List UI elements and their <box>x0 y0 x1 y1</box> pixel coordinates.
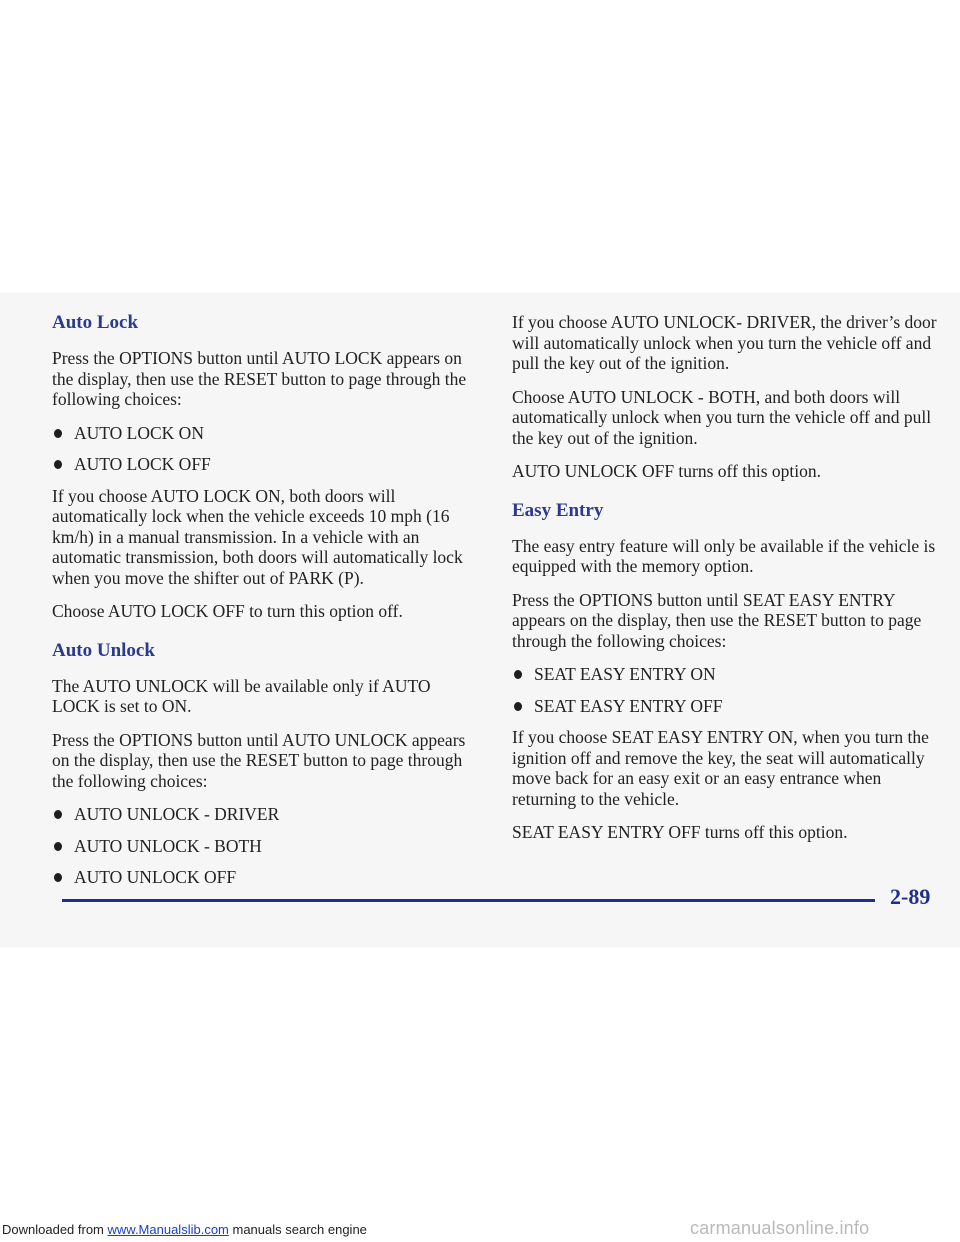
watermark: carmanualsonline.info <box>690 1218 870 1238</box>
list-item <box>512 664 942 685</box>
right-column <box>512 312 942 856</box>
bullet-icon <box>54 429 62 438</box>
download-footer <box>2 1222 367 1237</box>
manualslib-link[interactable]: www.Manualslib.com <box>107 1222 229 1237</box>
list-item <box>52 867 482 888</box>
footer-suffix: manuals search engine <box>228 1222 367 1237</box>
easy-entry-on-description: If you choose SEAT EASY ENTRY ON, when you turn the ignition off and remove the key, the seat will automatically move back for an easy exit or an easy entrance when returning to the vehicle. <box>512 727 929 809</box>
auto-unlock-off-description: AUTO UNLOCK OFF turns off this option. <box>512 461 822 481</box>
auto-lock-off-description: Choose AUTO LOCK OFF to turn this option off. <box>52 601 403 621</box>
heading-easy-entry: Easy Entry <box>512 499 604 521</box>
bullet-icon <box>514 670 522 679</box>
list-item-label: AUTO UNLOCK - BOTH <box>74 835 262 856</box>
bullet-icon <box>514 702 522 711</box>
list-item <box>512 696 942 717</box>
auto-unlock-driver-description: If you choose AUTO UNLOCK- DRIVER, the driver’s door will automatically unlock when you turn the vehicle off and pull the key out of the ignition. <box>512 312 937 373</box>
bullet-icon <box>54 842 62 851</box>
auto-lock-on-description: If you choose AUTO LOCK ON, both doors will automatically lock when the vehicle exceeds 10 mph (16 km/h) in a manual transmission. In a vehicle with an automatic transmission, both doors will automatically lock when you move the shifter out of PARK (P). <box>52 485 463 588</box>
list-item <box>52 804 482 825</box>
easy-entry-intro: Press the OPTIONS button until SEAT EASY ENTRY appears on the display, then use the RESET button to page through the following choices: <box>512 589 922 651</box>
list-item <box>52 423 482 444</box>
auto-unlock-intro: Press the OPTIONS button until AUTO UNLOCK appears on the display, then use the RESET button to page through the following choices: <box>52 729 466 791</box>
list-item-label: AUTO UNLOCK - DRIVER <box>74 804 280 824</box>
left-column <box>52 312 482 899</box>
footer-rule <box>62 899 875 902</box>
heading-auto-unlock: Auto Unlock <box>52 639 155 661</box>
bullet-icon <box>54 810 62 819</box>
easy-entry-off-description: SEAT EASY ENTRY OFF turns off this option. <box>512 822 848 842</box>
list-item-label: SEAT EASY ENTRY OFF <box>534 695 723 716</box>
list-item <box>52 454 482 475</box>
auto-lock-intro: Press the OPTIONS button until AUTO LOCK appears on the display, then use the RESET button to page through the following choices: <box>52 348 467 409</box>
list-item-label: AUTO LOCK ON <box>74 422 204 443</box>
auto-unlock-availability: The AUTO UNLOCK will be available only if AUTO LOCK is set to ON. <box>52 675 431 716</box>
list-item-label: SEAT EASY ENTRY ON <box>534 664 716 684</box>
auto-unlock-both-description: Choose AUTO UNLOCK - BOTH, and both doors will automatically unlock when you turn the vehicle off and pull the key out of the ignition. <box>512 386 932 448</box>
easy-entry-availability: The easy entry feature will only be available if the vehicle is equipped with the memory option. <box>512 535 936 576</box>
bullet-icon <box>54 460 62 469</box>
bullet-icon <box>54 873 62 882</box>
list-item <box>52 836 482 857</box>
footer-prefix: Downloaded from <box>2 1222 108 1237</box>
list-item-label: AUTO LOCK OFF <box>74 454 211 474</box>
heading-auto-lock: Auto Lock <box>52 312 139 333</box>
page-number: 2-89 <box>890 884 931 909</box>
list-item-label: AUTO UNLOCK OFF <box>74 867 237 887</box>
